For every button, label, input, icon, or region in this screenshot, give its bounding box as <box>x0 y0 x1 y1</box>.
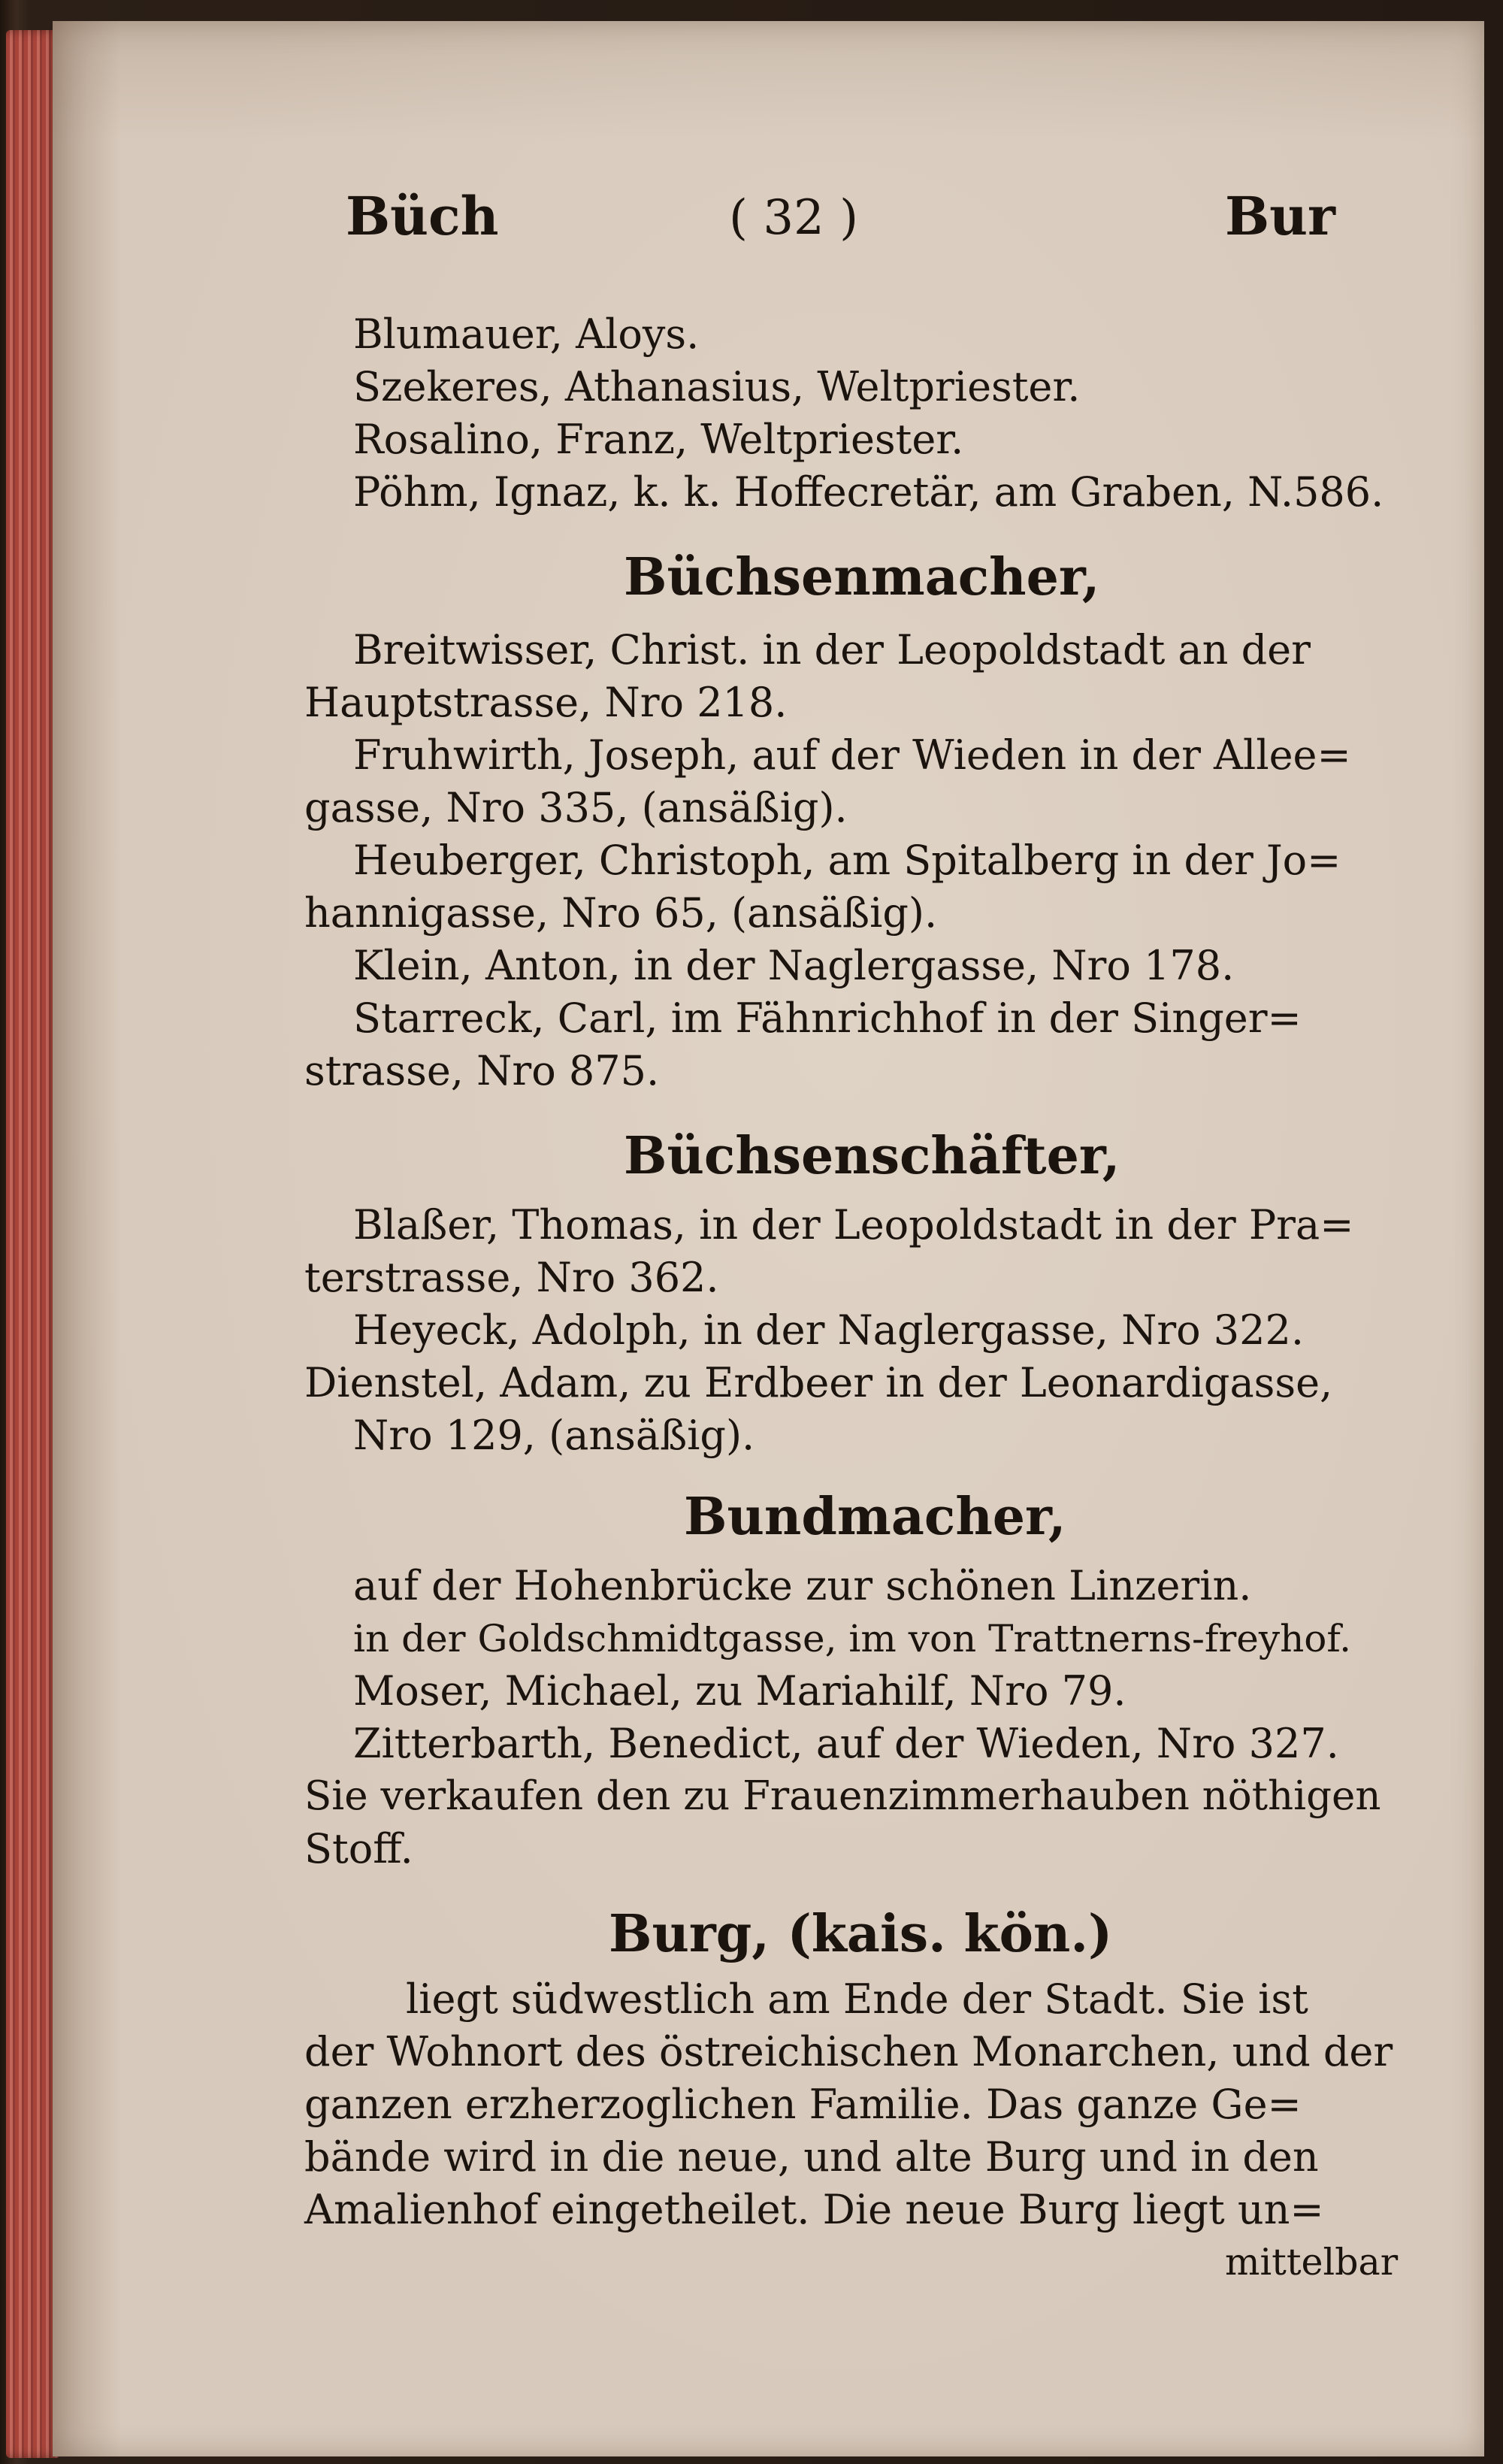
running-head-right: Bur <box>1225 185 1335 247</box>
entry-line: bände wird in die neue, und alte Burg und in den <box>304 2133 1319 2181</box>
section-heading: Burg, (kais. kön.) <box>609 1904 1113 1964</box>
book-page <box>53 21 1484 2456</box>
entry-line: gasse, Nro 335, (ansäßig). <box>304 784 848 831</box>
entry-line: Starreck, Carl, im Fähnrichhof in der Singer= <box>353 994 1302 1042</box>
catchword: mittelbar <box>1225 2241 1399 2284</box>
entry-line: der Wohnort des östreichischen Monarchen, und der <box>304 2028 1393 2075</box>
entry-line: Moser, Michael, zu Mariahilf, Nro 79. <box>353 1667 1126 1715</box>
entry-line: ganzen erzherzoglichen Familie. Das ganze Ge= <box>304 2081 1302 2128</box>
entry-line: Hauptstrasse, Nro 218. <box>304 679 788 726</box>
entry-line: Blumauer, Aloys. <box>353 310 700 358</box>
entry-line: Rosalino, Franz, Weltpriester. <box>353 416 964 463</box>
running-head-left: Büch <box>346 185 499 247</box>
entry-line: hannigasse, Nro 65, (ansäßig). <box>304 889 938 937</box>
entry-line: Heuberger, Christoph, am Spitalberg in der Jo= <box>353 837 1341 884</box>
entry-line: liegt südwestlich am Ende der Stadt. Sie ist <box>406 1975 1308 2023</box>
entry-line: Fruhwirth, Joseph, auf der Wieden in der Allee= <box>353 731 1351 779</box>
page-number: ( 32 ) <box>729 190 859 246</box>
entry-line: Szekeres, Athanasius, Weltpriester. <box>353 363 1081 410</box>
entry-line: Klein, Anton, in der Naglergasse, Nro 178. <box>353 942 1235 989</box>
entry-line: strasse, Nro 875. <box>304 1047 660 1094</box>
entry-line: Blaßer, Thomas, in der Leopoldstadt in der Pra= <box>353 1201 1354 1249</box>
entry-line: Pöhm, Ignaz, k. k. Hoffecretär, am Graben, N.586. <box>353 468 1384 516</box>
entry-line: Zitterbarth, Benedict, auf der Wieden, Nro 327. <box>353 1720 1339 1767</box>
entry-line: terstrasse, Nro 362. <box>304 1254 719 1301</box>
entry-line: Stoff. <box>304 1825 413 1872</box>
entry-line: in der Goldschmidtgasse, im von Trattnerns-freyhof. <box>353 1617 1352 1660</box>
entry-line: Nro 129, (ansäßig). <box>353 1412 755 1459</box>
entry-line: auf der Hohenbrücke zur schönen Linzerin. <box>353 1562 1252 1609</box>
entry-line: Sie verkaufen den zu Frauenzimmerhauben nöthigen <box>304 1773 1381 1819</box>
section-heading: Büchsenschäfter, <box>624 1126 1120 1186</box>
entry-line: Heyeck, Adolph, in der Naglergasse, Nro 322. <box>353 1306 1305 1354</box>
entry-line: Dienstel, Adam, zu Erdbeer in der Leonardigasse, <box>304 1359 1333 1406</box>
entry-line: Amalienhof eingetheilet. Die neue Burg liegt un= <box>304 2186 1324 2233</box>
section-heading: Bundmacher, <box>684 1487 1066 1547</box>
entry-line: Breitwisser, Christ. in der Leopoldstadt an der <box>353 626 1311 674</box>
section-heading: Büchsenmacher, <box>624 547 1100 607</box>
